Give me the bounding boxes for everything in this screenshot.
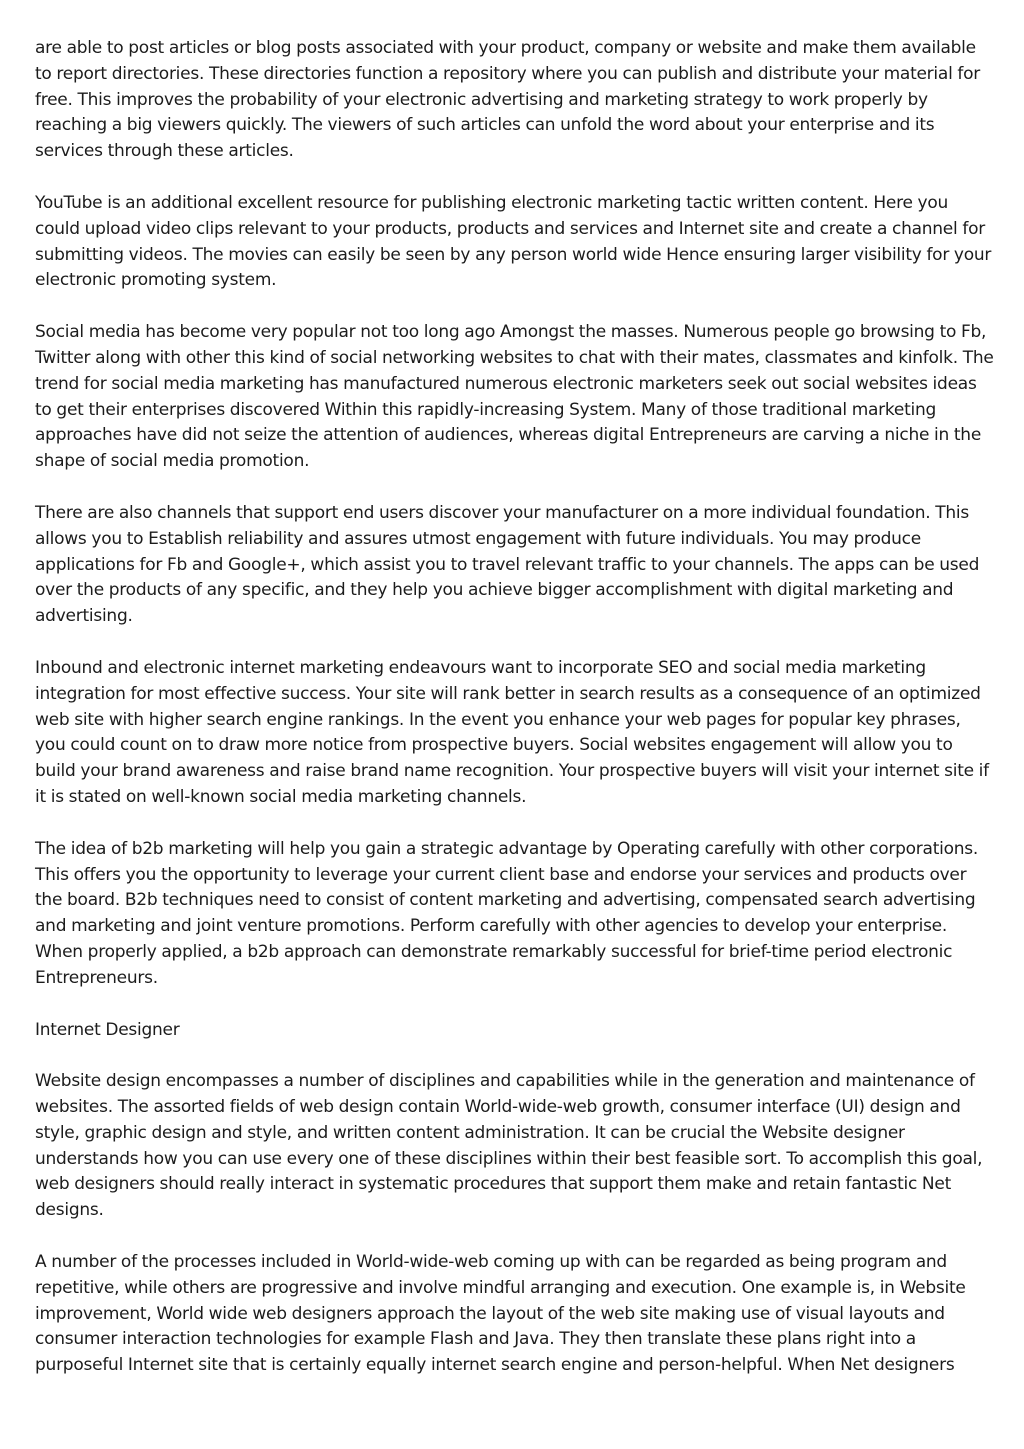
document-body <box>35 36 995 1405</box>
paragraph-website-design: Website design encompasses a number of disciplines and capabilities while in the generation and maintenance of websites. The assorted fields of web design contain World-wide-web growth, consumer interface (UI) design and style, graphic design and style, and written content administration. It can be crucial the Website designer understands how you can use every one of these disciplines within their best feasible sort. To accomplish this goal, web designers should really interact in systematic procedures that support them make and retain fantastic Net designs. <box>35 1071 983 1221</box>
paragraph-channels: There are also channels that support end users discover your manufacturer on a more individual foundation. This allows you to Establish reliability and assures utmost engagement with future individuals. You may produce applications for Fb and Google+, which assist you to travel relevant traffic to your channels. The apps can be used over the products of any specific, and they help you achieve bigger accomplishment with digital marketing and advertising. <box>35 502 980 627</box>
paragraph-social-media: Social media has become very popular not too long ago Amongst the masses. Numerous people go browsing to Fb, Twitter along with other this kind of social networking websites to chat with their mates, classmates and kinfolk. The trend for social media marketing has manufactured numerous electronic marketers seek out social websites ideas to get their enterprises discovered Within this rapidly-increasing System. Many of those traditional marketing approaches have did not seize the attention of audiences, whereas digital Entrepreneurs are carving a niche in the shape of social media promotion. <box>35 322 994 472</box>
paragraph-article-directories: are able to post articles or blog posts associated with your product, company or website and make them available to report directories. These directories function a repository where you can publish and distribute your material for free. This improves the probability of your electronic advertising and marketing strategy to work properly by reaching a big viewers quickly. The viewers of such articles can unfold the word about your enterprise and its services through these articles. <box>35 38 981 162</box>
paragraph-b2b-marketing: The idea of b2b marketing will help you gain a strategic advantage by Operating carefully with other corporations. This offers you the opportunity to leverage your current client base and endorse your services and products over the board. B2b techniques need to consist of content marketing and advertising, compensated search advertising and marketing and joint venture promotions. Perform carefully with other agencies to develop your enterprise. When properly applied, a b2b approach can demonstrate remarkably successful for brief-time period electronic Entrepreneurs. <box>35 838 979 988</box>
section-heading-internet-designer: Internet Designer <box>35 1019 180 1040</box>
paragraph-inbound-marketing: Inbound and electronic internet marketing endeavours want to incorporate SEO and social media marketing integration for most effective success. Your site will rank better in search results as a consequence of an optimized web site with higher search engine rankings. In the event you enhance your web pages for popular key phrases, you could count on to draw more notice from prospective buyers. Social websites engagement will allow you to build your brand awareness and raise brand name recognition. Your prospective buyers will visit your internet site if it is stated on well-known social media marketing channels. <box>35 657 989 807</box>
paragraph-youtube: YouTube is an additional excellent resource for publishing electronic marketing tactic written content. Here you could upload video clips relevant to your products, products and services and Internet site and create a channel for submitting videos. The movies can easily be seen by any person world wide Hence ensuring larger visibility for your electronic promoting system. <box>35 192 992 291</box>
paragraph-design-processes: A number of the processes included in World-wide-web coming up with can be regarded as being program and repetitive, while others are progressive and involve mindful arranging and execution. One example is, in Website improvement, World wide web designers approach the layout of the web site making use of visual layouts and consumer interaction technologies for example Flash and Java. They then translate these plans right into a purposeful Internet site that is certainly equally internet search engine and person-helpful. When Net designers <box>35 1252 966 1376</box>
